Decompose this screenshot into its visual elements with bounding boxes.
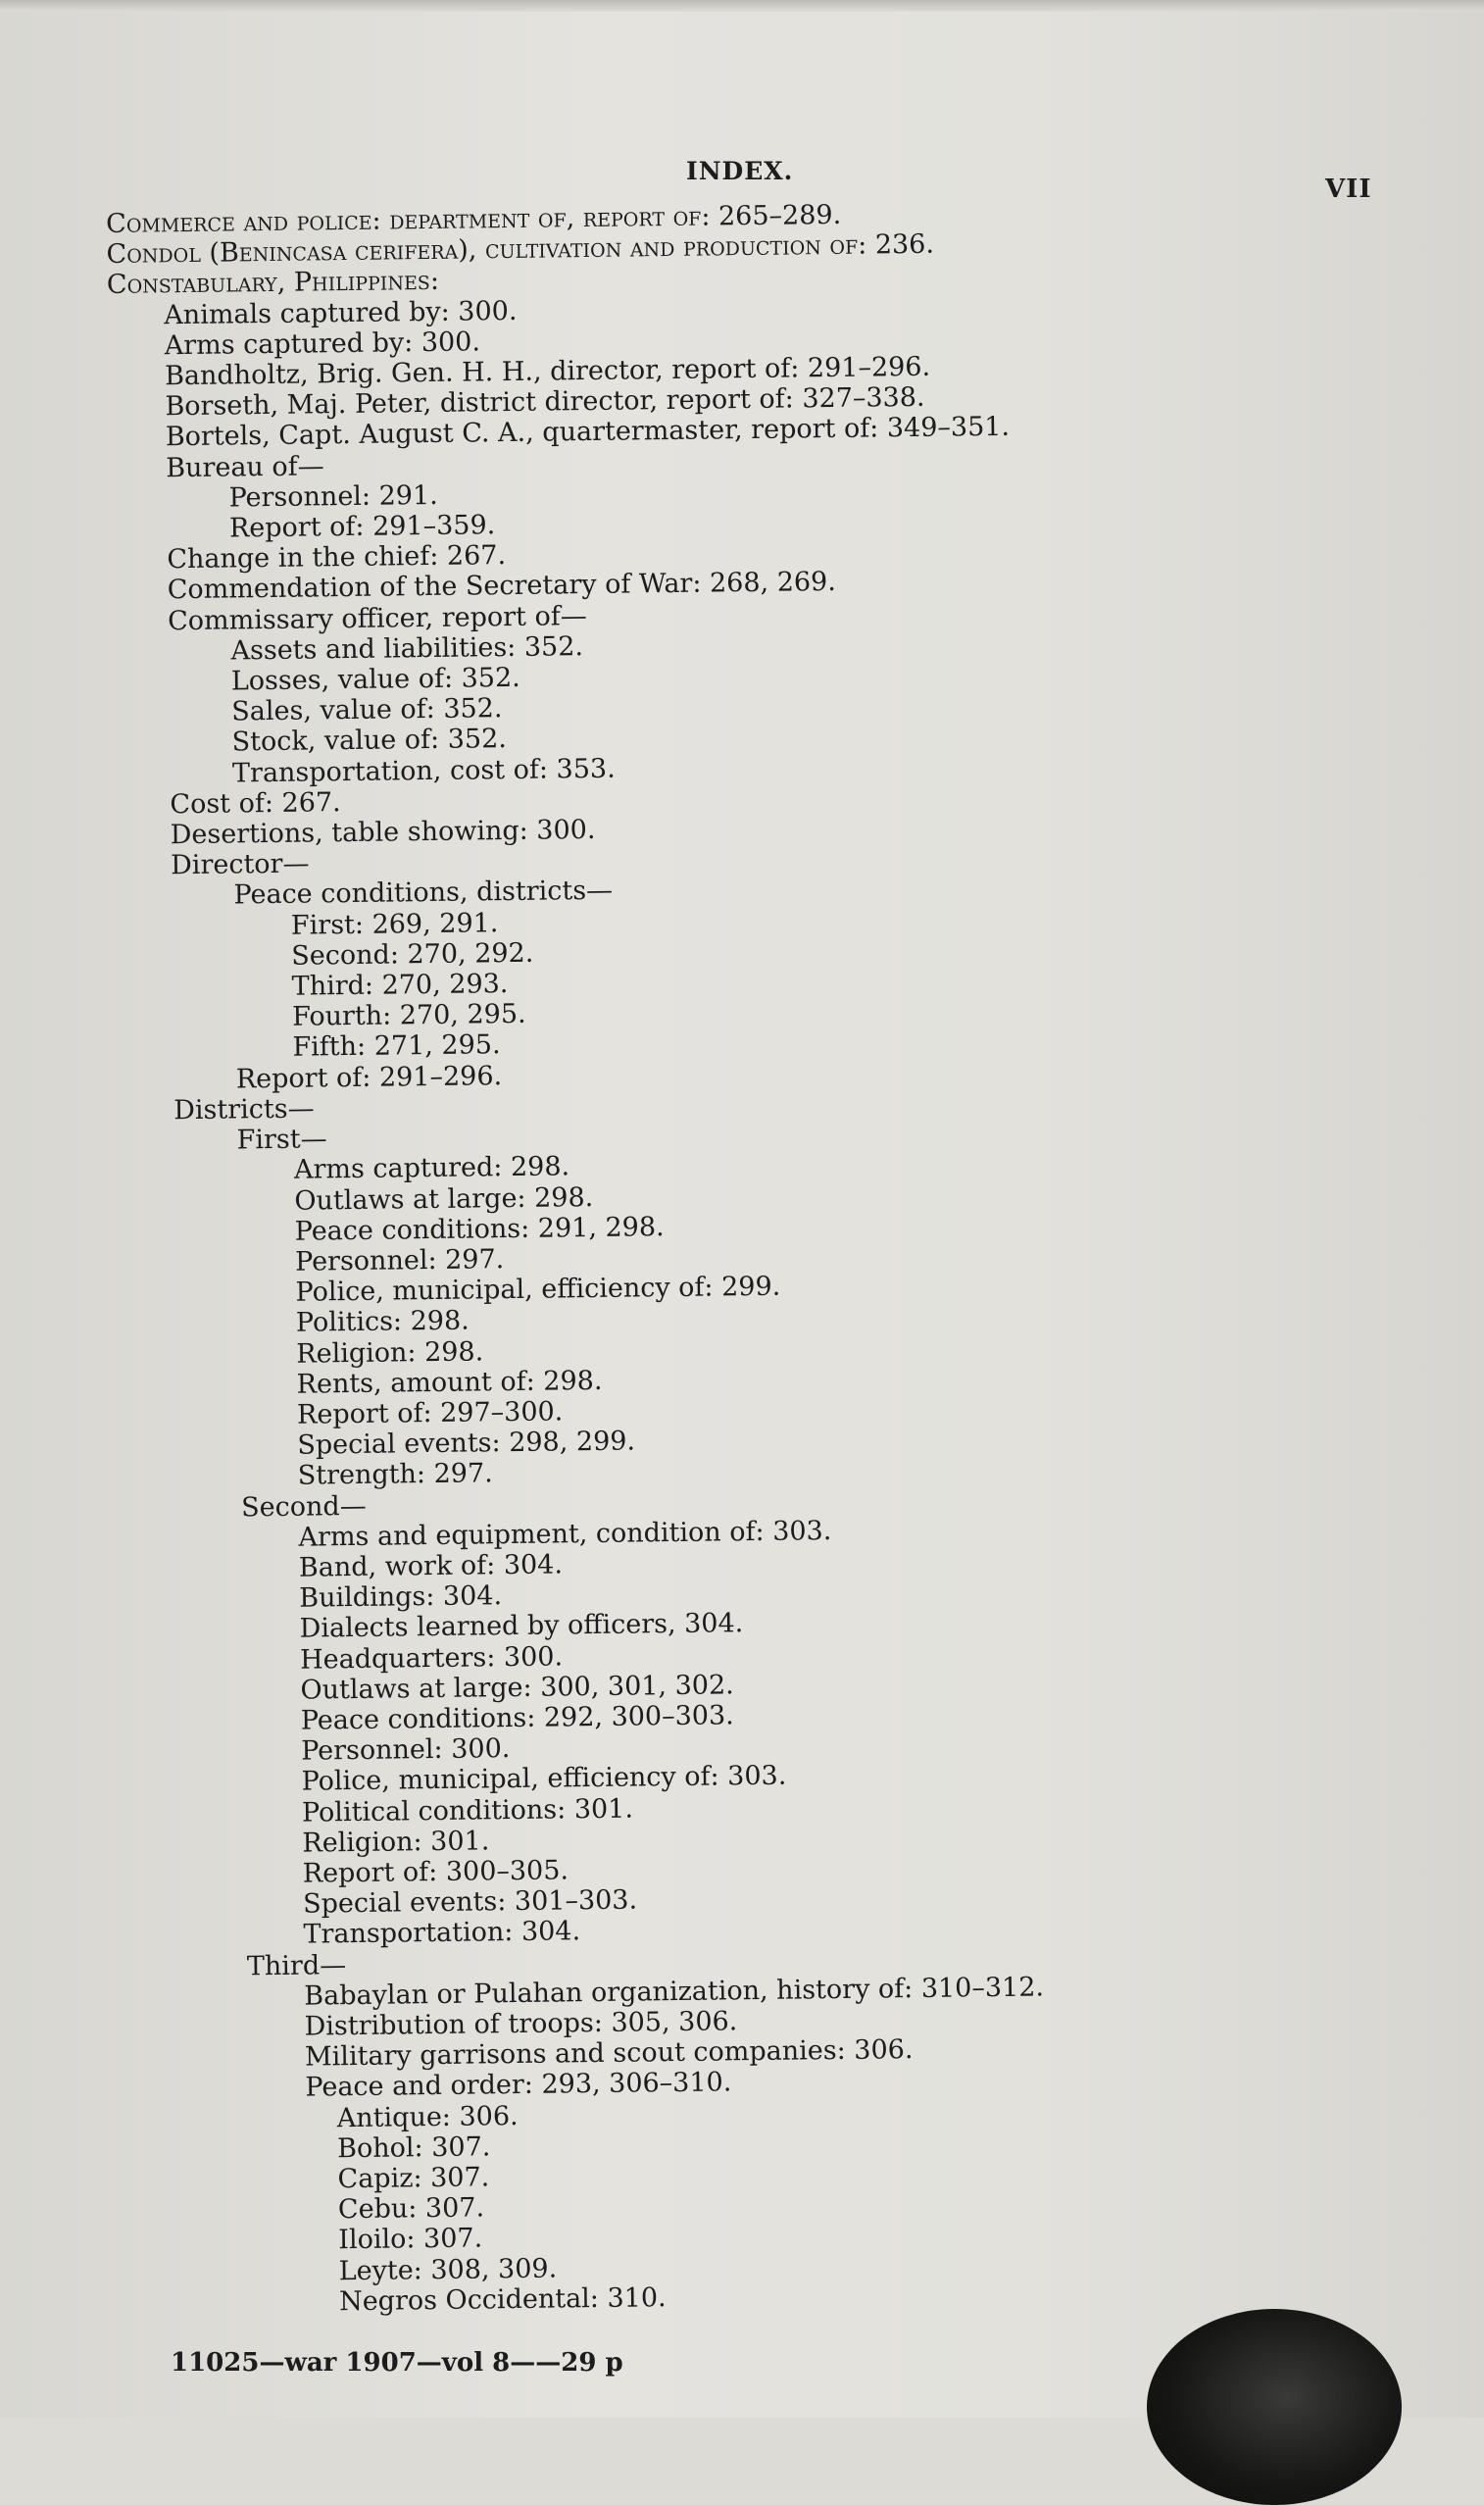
index-subentry: Arms captured: 298.	[293, 1151, 570, 1186]
index-subentry: Cebu: 307.	[337, 2192, 485, 2226]
index-subentry: Districts—	[173, 1093, 315, 1127]
index-subentry: First—	[236, 1124, 327, 1156]
index-subentry: Third: 270, 293.	[291, 969, 509, 1002]
index-subentry: Special events: 301–303.	[302, 1884, 638, 1920]
index-subentry: Antique: 306.	[336, 2100, 519, 2133]
index-subentry: Arms and equipment, condition of: 303.	[298, 1515, 832, 1553]
index-subentry: Borseth, Maj. Peter, district director, report of: 327–338.	[165, 382, 925, 423]
index-subentry: Iloilo: 307.	[338, 2223, 483, 2256]
index-subentry: Bandholtz, Brig. Gen. H. H., director, report of: 291–296.	[164, 351, 931, 392]
page-title: INDEX.	[686, 157, 794, 185]
index-subentry: Police, municipal, efficiency of: 299.	[295, 1271, 781, 1308]
footer-signature: 11025—war 1907—vol 8——29 p	[171, 2348, 623, 2378]
index-subentry: Politics: 298.	[295, 1305, 470, 1339]
index-subentry: First: 269, 291.	[290, 907, 499, 941]
index-subentry: Babaylan or Pulahan organization, history of: 310–312.	[304, 1972, 1045, 2012]
index-subentry: Fourth: 270, 295.	[291, 999, 526, 1033]
index-subentry: Peace conditions, districts—	[233, 876, 614, 911]
page-top-edge	[0, 0, 1484, 12]
index-subentry: Leyte: 308, 309.	[338, 2253, 558, 2286]
index-subentry: Peace and order: 293, 306–310.	[305, 2067, 732, 2104]
index-subentry: Religion: 301.	[302, 1826, 490, 1859]
index-subentry: Rents, amount of: 298.	[296, 1365, 603, 1400]
index-subentry: Personnel: 291.	[228, 479, 438, 514]
index-subentry: Director—	[171, 848, 310, 881]
index-subentry: Assets and liabilities: 352.	[230, 630, 584, 667]
index-subentry: Report of: 297–300.	[296, 1396, 564, 1430]
index-subentry: Band, work of: 304.	[298, 1549, 564, 1583]
index-subentry: Second—	[241, 1490, 367, 1523]
index-subentry: Transportation: 304.	[303, 1916, 581, 1951]
index-subentry: Fifth: 271, 295.	[292, 1029, 501, 1064]
index-subentry: Bohol: 307.	[337, 2131, 491, 2165]
index-subentry: Negros Occidental: 310.	[338, 2281, 667, 2318]
index-subentry: Political conditions: 301.	[301, 1793, 634, 1829]
page-number: VII	[1325, 175, 1372, 204]
index-entries	[106, 193, 1406, 2320]
index-subentry: Outlaws at large: 298.	[294, 1181, 594, 1217]
index-subentry: Bortels, Capt. August C. A., quartermaster, report of: 349–351.	[165, 412, 1011, 453]
index-subentry: Strength: 297.	[297, 1458, 493, 1492]
index-subentry: Report of: 300–305.	[302, 1855, 569, 1889]
index-subentry: Distribution of troops: 305, 306.	[304, 2006, 738, 2042]
index-subentry: Cost of: 267.	[170, 786, 341, 821]
index-subentry: Special events: 298, 299.	[297, 1426, 636, 1461]
index-subentry: Desertions, table showing: 300.	[170, 815, 596, 851]
index-subentry: Peace conditions: 292, 300–303.	[300, 1700, 734, 1736]
index-subentry: Outlaws at large: 300, 301, 302.	[300, 1670, 734, 1706]
index-main-entry: Commerce and police: department of, report of: 265–289.	[106, 199, 842, 239]
index-subentry: Bureau of—	[166, 450, 324, 483]
index-subentry: Transportation, cost of: 353.	[231, 753, 616, 789]
index-subentry: Commissary officer, report of—	[167, 600, 587, 636]
index-subentry: Second: 270, 292.	[291, 937, 534, 972]
index-subentry: Sales, value of: 352.	[231, 693, 503, 727]
index-main-entry: Condol (Benincasa cerifera), cultivation and production of: 236.	[106, 228, 935, 271]
index-subentry: Arms captured by: 300.	[164, 326, 481, 362]
index-subentry: Dialects learned by officers, 304.	[299, 1608, 744, 1645]
index-subentry: Third—	[246, 1949, 347, 1981]
index-subentry: Buildings: 304.	[299, 1580, 503, 1614]
index-subentry: Personnel: 300.	[301, 1733, 511, 1767]
index-subentry: Religion: 298.	[296, 1335, 484, 1370]
index-subentry: Change in the chief: 267.	[167, 540, 507, 576]
index-subentry: Commendation of the Secretary of War: 268, 269.	[167, 567, 837, 606]
index-subentry: Report of: 291–359.	[228, 510, 496, 544]
index-main-entry: Constabulary, Philippines:	[106, 266, 440, 301]
index-subentry: Headquarters: 300.	[299, 1640, 564, 1676]
index-subentry: Animals captured by: 300.	[164, 295, 518, 330]
index-subentry: Police, municipal, efficiency of: 303.	[301, 1760, 787, 1798]
index-subentry: Stock, value of: 352.	[231, 724, 508, 758]
index-subentry: Personnel: 297.	[294, 1244, 505, 1278]
index-subentry: Report of: 291–296.	[235, 1060, 503, 1095]
index-subentry: Losses, value of: 352.	[230, 662, 520, 697]
scanner-thumb	[1147, 2309, 1402, 2505]
index-subentry: Peace conditions: 291, 298.	[294, 1211, 665, 1247]
index-subentry: Military garrisons and scout companies: 306.	[304, 2034, 914, 2073]
index-subentry: Capiz: 307.	[337, 2162, 490, 2195]
